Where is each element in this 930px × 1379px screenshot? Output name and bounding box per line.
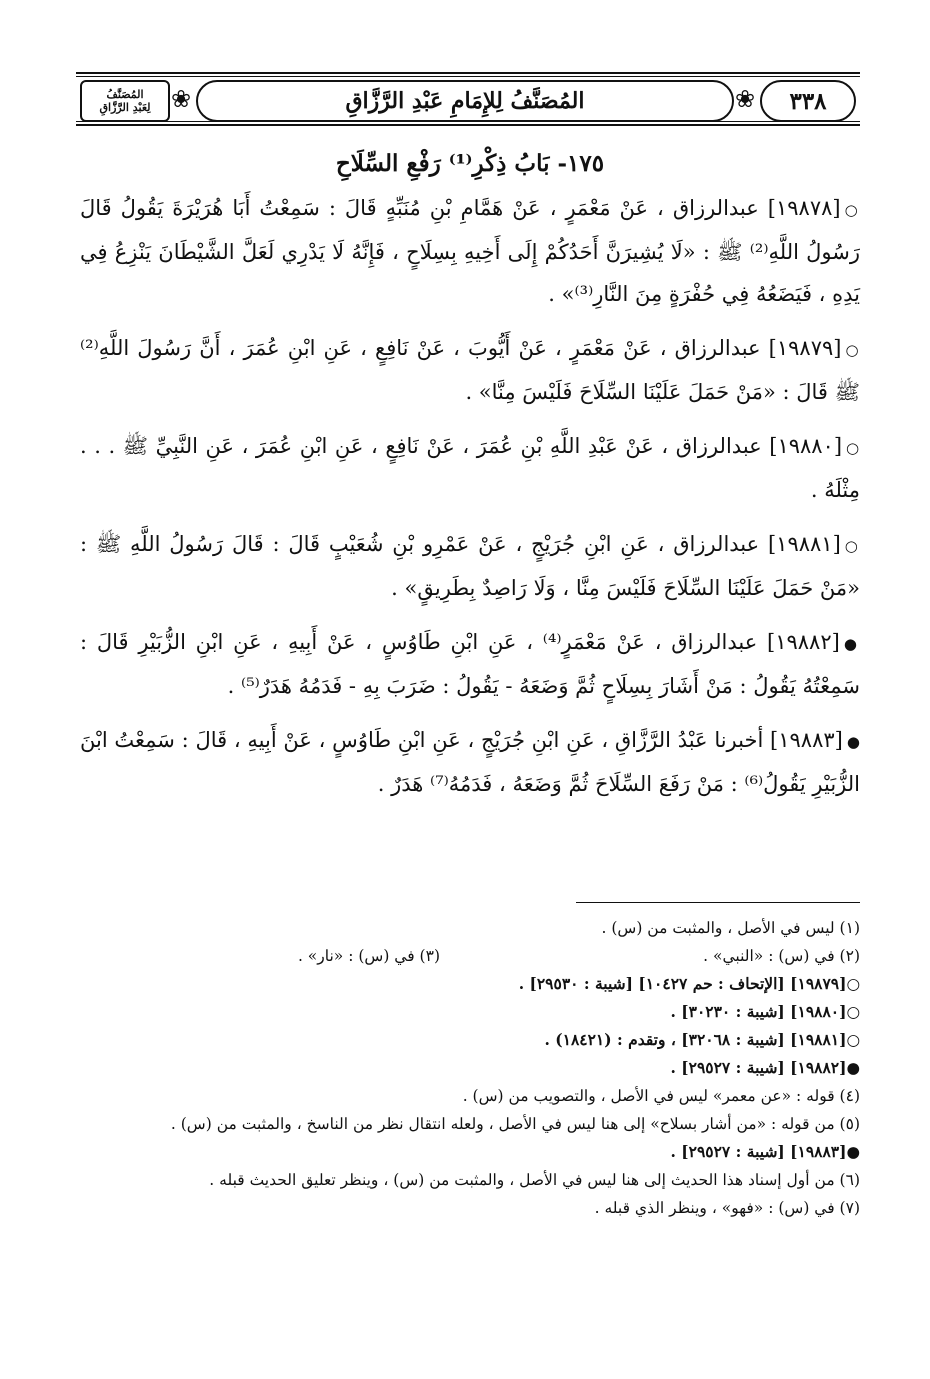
running-title: المُصَنَّفُ لِلإِمَامِ عَبْدِ الرَّزَّاقِ — [345, 88, 585, 114]
hadith-mark-icon: ● — [846, 733, 860, 751]
footnote-7: (٧) في (س) : «فهو» ، وينظر الذي قبله . — [594, 1199, 860, 1217]
footnote-6: (٦) من أول إسناد هذا الحديث إلى هنا ليس في الأصل ، والمثبت من (س) ، وينظر تعليق الحديث قبله . — [209, 1171, 860, 1189]
ornament-icon: ❀ — [734, 85, 756, 113]
logo-text — [100, 88, 151, 114]
ornament-icon: ❀ — [170, 85, 192, 113]
source-ref-19879: ○[١٩٨٧٩] [الإتحاف : حم ١٠٤٢٧] [شيبة : ٢٩٥٣٠] . — [518, 974, 860, 993]
header-rule — [76, 76, 860, 77]
hadith-text: [١٩٨٨٠] عبدالرزاق ، عَنْ عَبْدِ اللَّهِ بْنِ عُمَرَ ، عَنْ نَافِعٍ ، عَنِ ابْنِ عُمَرَ ، عَنِ النَّبِيِّ ﷺ . . . مِثْلَهُ . — [80, 434, 860, 502]
main-text — [80, 150, 860, 817]
source-ref-19882: ●[١٩٨٨٢] [شيبة : ٢٩٥٢٧] . — [670, 1058, 860, 1077]
hadith-19880 — [80, 425, 860, 511]
hadith-19878 — [80, 187, 860, 315]
source-ref-19881: ○[١٩٨٨١] [شيبة : ٣٢٠٦٨] ، وتقدم : (١٨٤٢١) . — [544, 1030, 860, 1049]
hadith-19879 — [80, 327, 860, 413]
hadith-text: [١٩٨٨١] عبدالرزاق ، عَنِ ابْنِ جُرَيْجٍ ، عَنْ عَمْرِو بْنِ شُعَيْبٍ قَالَ : قَالَ رَسُولُ اللَّهِ ﷺ : «مَنْ حَمَلَ عَلَيْنَا السِّلَاحَ فَلَيْسَ مِنَّا ، وَلَا رَاصِدٌ بِطَرِيقٍ» . — [80, 532, 860, 600]
logo-line-2: لِعَبْدِ الرَّزَّاقِ — [99, 101, 151, 114]
source-ref-19883: ●[١٩٨٨٣] [شيبة : ٢٩٥٢٧] . — [670, 1142, 860, 1161]
page-number: ٣٣٨ — [789, 87, 827, 115]
logo-line-1: المُصَنَّفُ — [106, 88, 144, 101]
footnote-row — [80, 942, 860, 970]
hadith-mark-icon: ○ — [845, 341, 860, 359]
hadith-19881 — [80, 523, 860, 609]
hadith-text: [١٩٨٨٢] عبدالرزاق ، عَنْ مَعْمَرٍ⁽⁴⁾ ، عَنِ ابْنِ طَاوُسٍ ، عَنْ أَبِيهِ ، عَنِ ابْنِ الزُّبَيْرِ قَالَ : سَمِعْتُهُ يَقُولُ : مَنْ أَشَارَ بِسِلَاحٍ ثُمَّ وَضَعَهُ - يَقُولُ : ضَرَبَ بِهِ - فَدَمُهُ هَدَرٌ⁽⁵⁾ . — [80, 630, 860, 698]
hadith-mark-icon: ○ — [846, 439, 861, 457]
source-ref-19880: ○[١٩٨٨٠] [شيبة : ٣٠٢٣٠] . — [670, 1002, 860, 1021]
book-logo — [80, 80, 170, 122]
hadith-mark-icon: ○ — [844, 201, 860, 219]
footnote-5: (٥) من قوله : «من أشار بسلاح» إلى هنا ليس في الأصل ، ولعله انتقال نظر من الناسخ ، والمثبت من (س) . — [170, 1115, 860, 1133]
footnotes — [80, 914, 860, 1222]
footnote-4: (٤) قوله : «عن معمر» ليس في الأصل ، والتصويب من (س) . — [462, 1087, 860, 1105]
footnote-2: (٢) في (س) : «النبي» . — [703, 947, 860, 965]
running-header — [76, 70, 860, 128]
hadith-text: [١٩٨٧٩] عبدالرزاق ، عَنْ مَعْمَرٍ ، عَنْ أَيُّوبَ ، عَنْ نَافِعٍ ، عَنِ ابْنِ عُمَرَ ، أَنَّ رَسُولَ اللَّهِ⁽²⁾ ﷺ قَالَ : «مَنْ حَمَلَ عَلَيْنَا السِّلَاحَ فَلَيْسَ مِنَّا» . — [80, 336, 860, 404]
page-number-box — [760, 80, 856, 122]
hadith-19882 — [80, 621, 860, 707]
running-title-box — [196, 80, 734, 122]
footnote-divider — [576, 902, 860, 903]
hadith-19883 — [80, 719, 860, 805]
hadith-text: [١٩٨٨٣] أخبرنا عَبْدُ الرَّزَّاقِ ، عَنِ ابْنِ جُرَيْجٍ ، عَنِ ابْنِ طَاوُسٍ ، عَنْ أَبِيهِ ، قَالَ : سَمِعْتُ ابْنَ الزُّبَيْرِ يَقُولُ⁽⁶⁾ : مَنْ رَفَعَ السِّلَاحَ ثُمَّ وَضَعَهُ ، فَدَمُهُ⁽⁷⁾ هَدَرٌ . — [80, 728, 860, 796]
footnote-1: (١) ليس في الأصل ، والمثبت من (س) . — [601, 919, 860, 937]
header-rule — [76, 72, 860, 74]
footnote-3: (٣) في (س) : «نار» . — [297, 947, 440, 965]
chapter-title: ١٧٥- بَابُ ذِكْرِ⁽¹⁾ رَفْعِ السِّلَاحِ — [335, 150, 605, 177]
hadith-mark-icon: ● — [843, 635, 860, 653]
hadith-mark-icon: ○ — [844, 537, 860, 555]
header-rule — [76, 124, 860, 126]
hadith-text: [١٩٨٧٨] عبدالرزاق ، عَنْ مَعْمَرٍ ، عَنْ هَمَّامِ بْنِ مُنَبِّهٍ قَالَ : سَمِعْتُ أَبَا هُرَيْرَةَ يَقُولُ قَالَ رَسُولُ اللَّهِ⁽²⁾ ﷺ : «لَا يُشِيرَنَّ أَحَدُكُمْ إِلَى أَخِيهِ بِسِلَاحٍ ، فَإِنَّهُ لَا يَدْرِي لَعَلَّ الشَّيْطَانَ يَنْزِعُ فِي يَدِهِ ، فَيَضَعُهُ فِي حُفْرَةٍ مِنَ النَّارِ⁽³⁾» . — [80, 196, 860, 306]
